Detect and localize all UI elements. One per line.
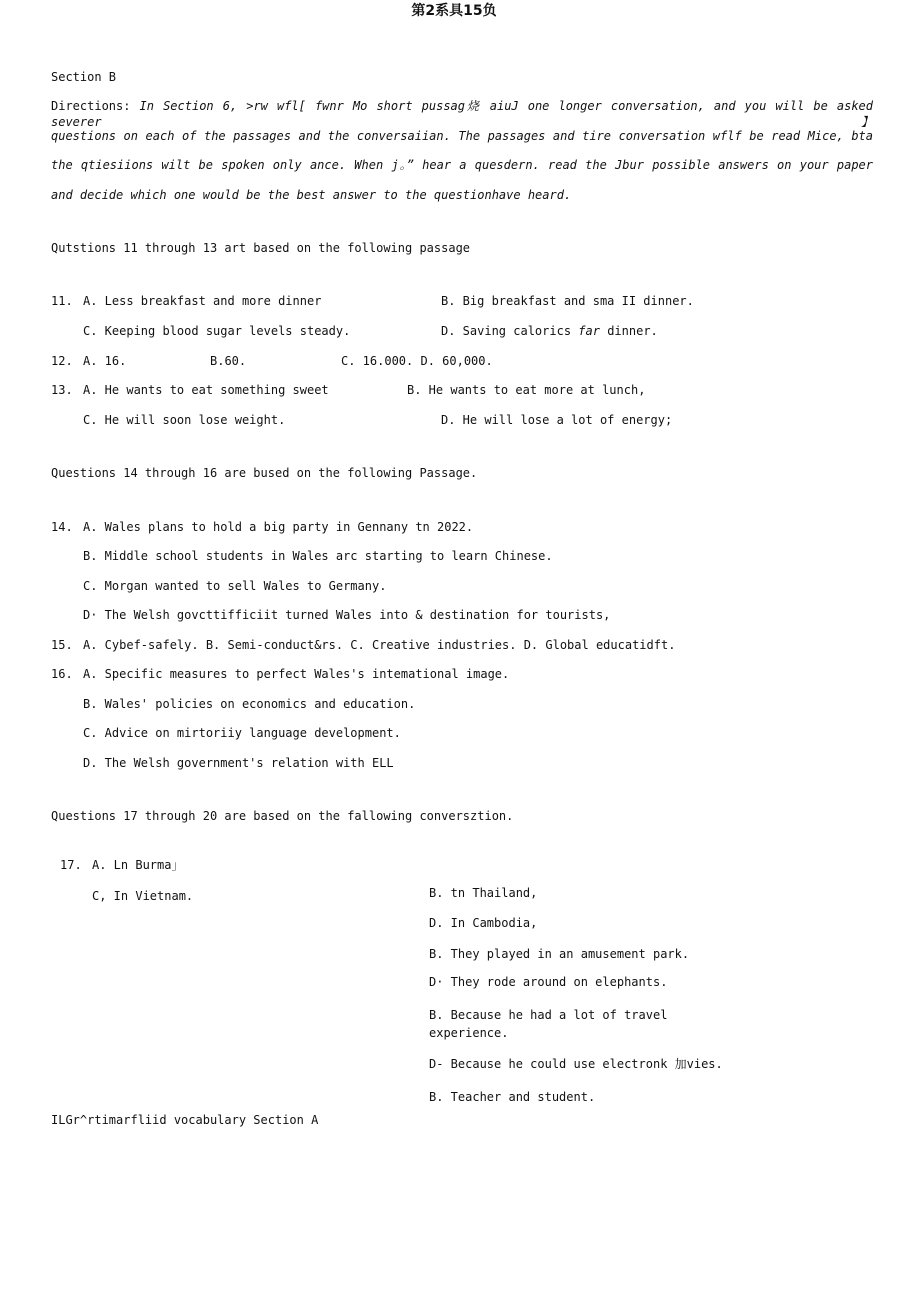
question-17-option-a: A. Ln Burma」 bbox=[92, 858, 184, 872]
question-14-number: 14. bbox=[51, 520, 73, 534]
directions-text-1: In Section 6, >rw wfl[ fwnr Mo short pussag烧 aiuJ one longer conversation, and you will be asked severer】 bbox=[51, 99, 873, 129]
question-14-option-b: B. Middle school students in Wales arc starting to learn Chinese. bbox=[83, 549, 553, 563]
question-14-option-a: A. Wales plans to hold a big party in Gennany tn 2022. bbox=[83, 520, 474, 534]
intro-questions-17-20: Questions 17 through 20 are based on the fallowing conversztion. bbox=[51, 809, 514, 823]
question-11-number: 11. bbox=[51, 294, 73, 308]
footer-heading: ILGr^rtimarfliid vocabulary Section A bbox=[51, 1113, 319, 1127]
question-12-number: 12. bbox=[51, 354, 73, 368]
question-11-option-b: B. Big breakfast and sma II dinner. bbox=[441, 294, 694, 308]
directions-line-4: and decide which one would be the best answer to the questionhave heard. bbox=[51, 188, 572, 202]
right-column-item: experience. bbox=[429, 1026, 509, 1040]
page-header: 第2系具15负 bbox=[411, 3, 497, 19]
question-13-number: 13. bbox=[51, 383, 73, 397]
question-11-option-d-pre: D. Saving calorics bbox=[441, 324, 579, 338]
question-17-option-c: C, In Vietnam. bbox=[92, 889, 194, 903]
directions-line-1 bbox=[51, 98, 873, 130]
intro-questions-14-16: Questions 14 through 16 are bused on the following Passage. bbox=[51, 466, 478, 480]
question-16-option-b: B. Wales' policies on economics and education. bbox=[83, 697, 416, 711]
question-12-option-b: B.60. bbox=[210, 354, 247, 368]
question-16-option-d: D. The Welsh government's relation with ELL bbox=[83, 756, 394, 770]
right-column-item: B. Because he had a lot of travel bbox=[429, 1008, 668, 1022]
question-12-option-a: A. 16. bbox=[83, 354, 127, 368]
right-column-item: B. Teacher and student. bbox=[429, 1090, 596, 1104]
right-column-item: D- Because he could use electronk 加vies. bbox=[429, 1057, 723, 1071]
directions-line-2: questions on each of the passages and the conversaiian. The passages and tire conversation wflf be read Mice, bta bbox=[51, 129, 873, 143]
directions-label: Directions: bbox=[51, 99, 140, 113]
question-13-option-a: A. He wants to eat something sweet bbox=[83, 383, 329, 397]
directions-line-3: the qtiesiions wilt be spoken only ance. When j。” hear a quesdern. read the Jbur possible answers on your paper bbox=[51, 158, 873, 172]
question-11-option-d-post: dinner. bbox=[599, 324, 658, 338]
right-column-item: D. In Cambodia, bbox=[429, 916, 538, 930]
question-11-option-d-italic: far bbox=[578, 324, 600, 338]
right-column-item: B. They played in an amusement park. bbox=[429, 947, 690, 961]
intro-questions-11-13: Qutstions 11 through 13 art based on the following passage bbox=[51, 241, 471, 255]
section-b-heading: Section B bbox=[51, 70, 117, 84]
question-14-option-d: D· The Welsh govcttifficiit turned Wales into & destination for tourists, bbox=[83, 608, 611, 622]
question-11-option-a: A. Less breakfast and more dinner bbox=[83, 294, 322, 308]
question-15-number: 15. bbox=[51, 638, 73, 652]
question-14-option-c: C. Morgan wanted to sell Wales to Germany. bbox=[83, 579, 387, 593]
question-16-option-a: A. Specific measures to perfect Wales's intemational image. bbox=[83, 667, 510, 681]
question-15-options: A. Cybef-safely. B. Semi-conduct&rs. C. Creative industries. D. Global educatidft. bbox=[83, 638, 676, 652]
question-11-option-d bbox=[441, 323, 658, 339]
question-13-option-b: B. He wants to eat more at lunch, bbox=[407, 383, 646, 397]
question-12-option-cd: C. 16.000. D. 60,000. bbox=[341, 354, 493, 368]
question-16-option-c: C. Advice on mirtoriiy language development. bbox=[83, 726, 401, 740]
question-16-number: 16. bbox=[51, 667, 73, 681]
question-11-option-c: C. Keeping blood sugar levels steady. bbox=[83, 324, 351, 338]
question-17-number: 17. bbox=[60, 858, 82, 872]
question-13-option-c: C. He will soon lose weight. bbox=[83, 413, 286, 427]
right-column-item: B. tn Thailand, bbox=[429, 886, 538, 900]
question-13-option-d: D. He will lose a lot of energy; bbox=[441, 413, 673, 427]
right-column-item: D· They rode around on elephants. bbox=[429, 975, 668, 989]
